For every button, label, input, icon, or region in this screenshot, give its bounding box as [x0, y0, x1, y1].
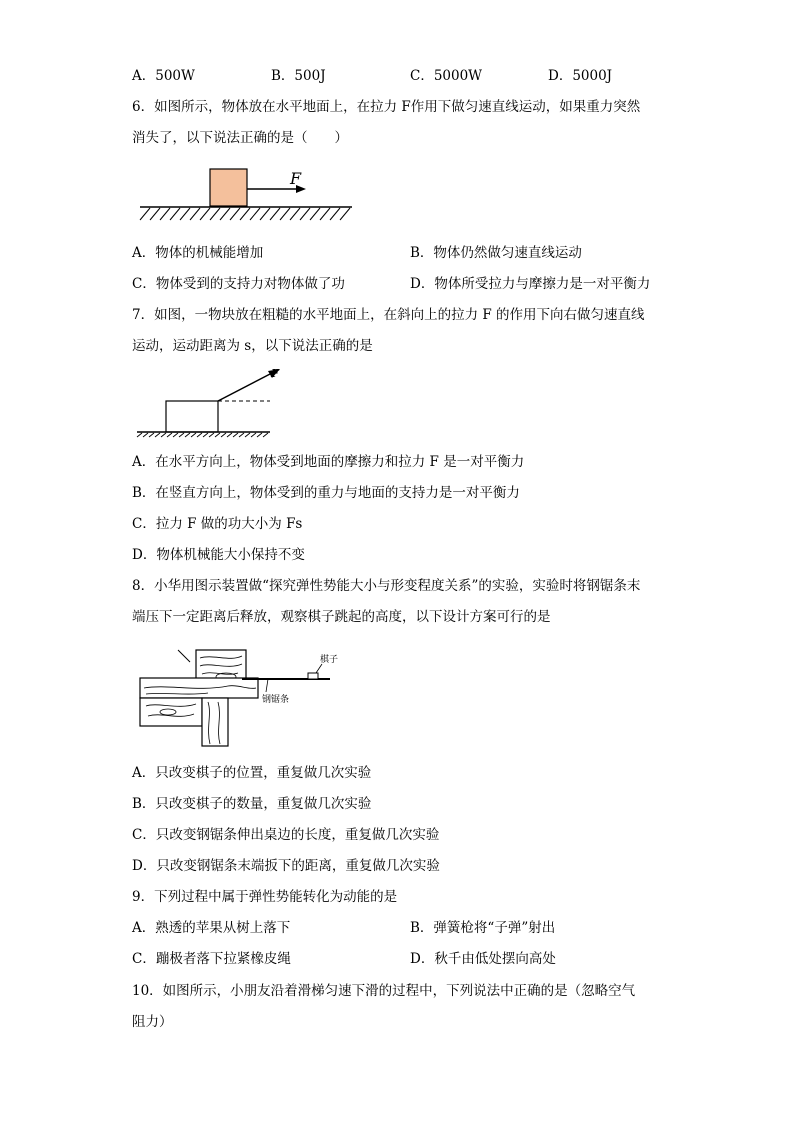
q7-stem-line1: 7．如图，一物块放在粗糙的水平地面上，在斜向上的拉力 F 的作用下向右做匀速直线 — [132, 307, 645, 323]
q7-force-arrow — [218, 373, 272, 401]
q8-option-b: B．只改变棋子的数量，重复做几次实验 — [132, 796, 372, 812]
q8-option-a: A．只改变棋子的位置，重复做几次实验 — [132, 765, 372, 781]
q6-option-d: D．物体所受拉力与摩擦力是一对平衡力 — [410, 276, 651, 292]
q8-piece-label: 棋子 — [320, 655, 339, 665]
q10-stem-line2: 阻力） — [132, 1014, 173, 1030]
q7-force-label: F — [271, 367, 279, 380]
q9-option-d: D．秋千由低处摆向高处 — [410, 951, 556, 967]
q8-saw-pointer — [266, 679, 268, 692]
q5-option-c: C．5000W — [410, 68, 483, 84]
q7-option-a: A．在水平方向上，物体受到地面的摩擦力和拉力 F 是一对平衡力 — [132, 454, 525, 470]
q6-stem-line2: 消失了，以下说法正确的是（ ） — [132, 130, 348, 146]
q8-saw-label: 钢锯条 — [262, 695, 290, 705]
q8-piece-pointer — [316, 664, 322, 673]
q8-option-d: D．只改变钢锯条末端扳下的距离，重复做几次实验 — [132, 858, 440, 874]
q8-clamp-pointer — [178, 650, 190, 662]
q6-force-label: F — [290, 169, 302, 188]
q7-option-c: C．拉力 F 做的功大小为 Fs — [132, 516, 303, 532]
q8-option-c: C．只改变钢锯条伸出桌边的长度，重复做几次实验 — [132, 827, 440, 843]
q5-option-b: B．500J — [271, 68, 326, 84]
q8-figure — [138, 644, 338, 748]
q9-option-a: A．熟透的苹果从树上落下 — [132, 920, 291, 936]
q6-stem-line1: 6．如图所示，物体放在水平地面上，在拉力 F作用下做匀速直线运动，如果重力突然 — [132, 99, 641, 115]
q7-block — [166, 401, 218, 432]
q8-table-leg — [202, 698, 228, 746]
q9-option-b: B．弹簧枪将“子弹”射出 — [410, 920, 556, 936]
q8-stem-line1: 8．小华用图示装置做“探究弹性势能大小与形变程度关系”的实验，实验时将钢锯条末 — [132, 578, 641, 594]
q6-figure — [136, 162, 358, 228]
q8-table-apron — [140, 698, 202, 726]
q8-stem-line2: 端压下一定距离后释放，观察棋子跳起的高度，以下设计方案可行的是 — [132, 609, 551, 625]
q6-ground-hatch — [140, 208, 350, 220]
q6-option-b: B．物体仍然做匀速直线运动 — [410, 245, 582, 261]
q6-block — [210, 169, 247, 206]
q7-option-d: D．物体机械能大小保持不变 — [132, 547, 305, 563]
q6-option-a: A．物体的机械能增加 — [132, 245, 264, 261]
q7-figure — [134, 364, 279, 440]
q5-option-a: A．500W — [132, 68, 195, 84]
q7-ground-hatch — [137, 433, 268, 437]
q9-option-c: C．蹦极者落下拉紧橡皮绳 — [132, 951, 291, 967]
q9-stem: 9．下列过程中属于弹性势能转化为动能的是 — [132, 889, 398, 905]
q8-chess-piece — [308, 673, 318, 679]
q7-option-b: B．在竖直方向上，物体受到的重力与地面的支持力是一对平衡力 — [132, 485, 520, 501]
q5-option-d: D．5000J — [548, 68, 613, 84]
q6-option-c: C．物体受到的支持力对物体做了功 — [132, 276, 345, 292]
q10-stem-line1: 10．如图所示，小朋友沿着滑梯匀速下滑的过程中，下列说法中正确的是（忽略空气 — [132, 983, 636, 999]
q7-stem-line2: 运动，运动距离为 s，以下说法正确的是 — [132, 338, 373, 354]
